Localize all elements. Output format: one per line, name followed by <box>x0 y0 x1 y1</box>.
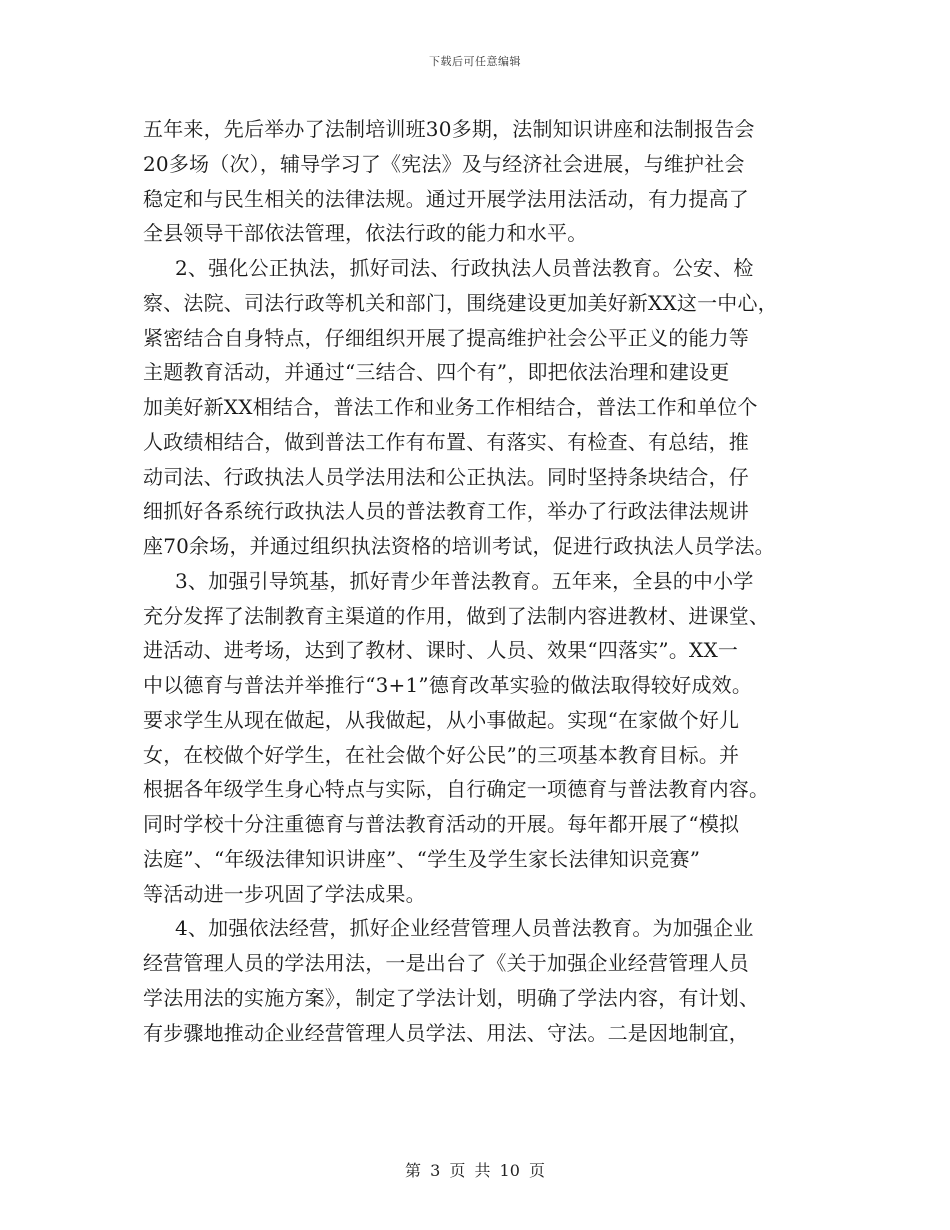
document-body <box>143 112 813 1050</box>
text-line: 有步骤地推动企业经营管理人员学法、用法、守法。二是因地制宜， <box>143 1020 749 1045</box>
page-number: 第 3 页 共 10 页 <box>405 1161 545 1180</box>
text-line: 女，在校做个好学生，在社会做个好公民”的三项基本教育目标。并 <box>143 742 740 767</box>
paragraph-start-line: 3、加强引导筑基，抓好青少年普法教育。五年来，全县的中小学 <box>175 568 754 593</box>
paragraph-start-line: 4、加强依法经营，抓好企业经营管理人员普法教育。为加强企业 <box>175 916 754 941</box>
text-line: 法庭”、“年级法律知识讲座”、“学生及学生家长法律知识竞赛” <box>143 846 701 871</box>
text-line: 人政绩相结合，做到普法工作有布置、有落实、有检查、有总结，推 <box>143 429 749 454</box>
text-line: 细抓好各系统行政执法人员的普法教育工作，举办了行政法律法规讲 <box>143 499 749 524</box>
text-line: 等活动进一步巩固了学法成果。 <box>143 881 426 906</box>
text-line: 学法用法的实施方案》，制定了学法计划，明确了学法内容，有计划、 <box>143 985 760 1010</box>
text-line: 五年来，先后举办了法制培训班30多期，法制知识讲座和法制报告会 <box>143 117 755 141</box>
text-line: 20多场（次），辅导学习了《宪法》及与经济社会进展，与维护社会 <box>143 151 745 176</box>
text-line: 加美好新XX相结合，普法工作和业务工作相结合，普法工作和单位个 <box>143 395 758 419</box>
text-line: 充分发挥了法制教育主渠道的作用，做到了法制内容进教材、进课堂、 <box>143 603 770 628</box>
text-line: 同时学校十分注重德育与普法教育活动的开展。每年都开展了“模拟 <box>143 812 740 836</box>
text-line: 座70余场，并通过组织执法资格的培训考试，促进行政执法人员学法。 <box>143 534 775 558</box>
text-line: 进活动、进考场，达到了教材、课时、人员、效果“四落实”。XX一 <box>143 638 739 663</box>
text-line: 动司法、行政执法人员学法用法和公正执法。同时坚持条块结合，仔 <box>143 464 749 489</box>
text-line: 中以德育与普法并举推行“3+1”德育改革实验的做法取得较好成效。 <box>143 673 753 697</box>
text-line: 要求学生从现在做起，从我做起，从小事做起。实现“在家做个好儿 <box>143 707 740 732</box>
text-line: 紧密结合自身特点，仔细组织开展了提高维护社会公平正义的能力等 <box>143 325 749 350</box>
text-line: 根据各年级学生身心特点与实际，自行确定一项德育与普法教育内容。 <box>143 777 770 802</box>
text-line: 全县领导干部依法管理，依法行政的能力和水平。 <box>143 221 588 246</box>
text-line: 主题教育活动，并通过“三结合、四个有”，即把依法治理和建设更 <box>143 360 730 385</box>
paragraph-start-line: 2、强化公正执法，抓好司法、行政执法人员普法教育。公安、检 <box>175 256 754 280</box>
header-note: 下载后可任意编辑 <box>429 55 521 68</box>
text-line: 经营管理人员的学法用法，一是出台了《关于加强企业经营管理人员 <box>143 951 749 975</box>
text-line: 稳定和与民生相关的法律法规。通过开展学法用法活动，有力提高了 <box>143 186 749 211</box>
text-line: 察、法院、司法行政等机关和部门，围绕建设更加美好新XX这一中心， <box>143 290 778 315</box>
